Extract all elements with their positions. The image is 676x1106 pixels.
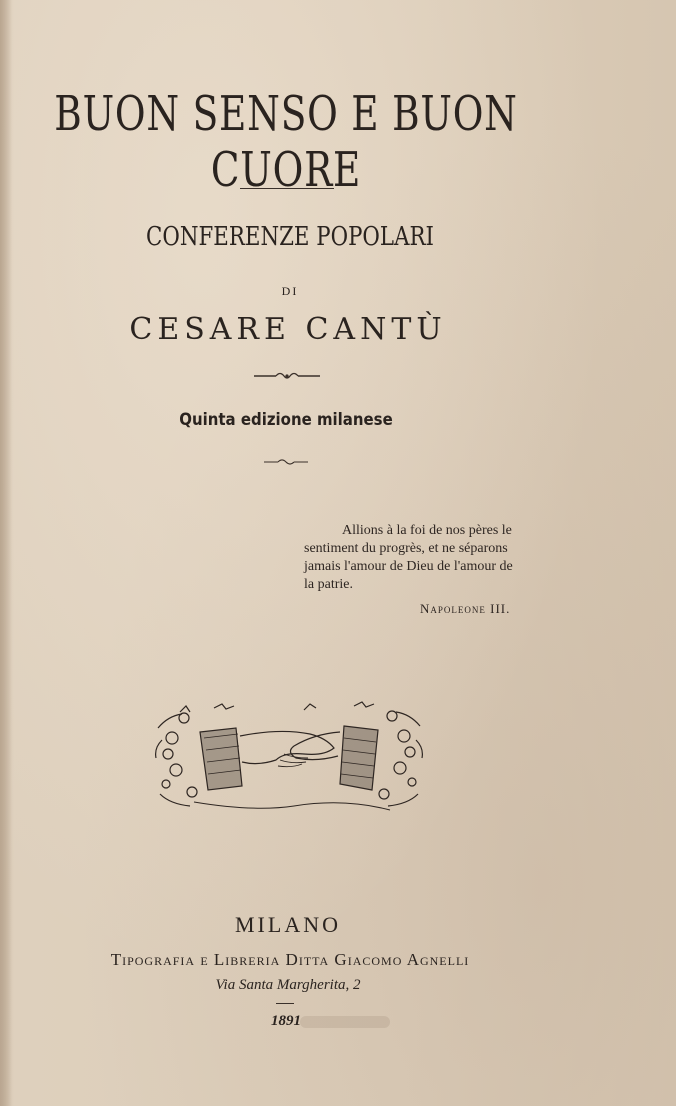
author-name: CESARE CANTÙ — [129, 312, 447, 347]
epigraph-line: sentiment du progrès, et ne séparons — [304, 541, 508, 556]
imprint-year: 1891 — [271, 1013, 301, 1029]
ornament-divider-icon — [254, 370, 320, 382]
book-subtitle: CONFERENZE POPOLARI — [146, 222, 434, 252]
small-ornament-icon — [264, 457, 308, 467]
year-rule — [276, 1003, 294, 1004]
imprint-place: MILANO — [235, 912, 341, 937]
epigraph-attribution: Napoleone III. — [420, 601, 511, 616]
imprint-address: Via Santa Margherita, 2 — [215, 977, 361, 993]
epigraph-line: jamais l'amour de Dieu de l'amour de — [304, 559, 513, 574]
spine-shadow — [0, 0, 12, 1106]
title-rule — [240, 188, 334, 189]
imprint-publisher: Tipografia e Libreria Ditta Giacomo Agnelli — [110, 950, 470, 969]
book-title: BUON SENSO E BUON CUORE — [54, 86, 518, 198]
epigraph-line: la patrie. — [304, 577, 353, 592]
clasped-hands-vignette-icon — [154, 698, 424, 814]
epigraph — [304, 522, 554, 594]
by-label: DI — [281, 284, 299, 298]
epigraph-line: Allions à la foi de nos pères le — [342, 523, 512, 538]
edition-line: Quinta edizione milanese — [179, 410, 393, 430]
